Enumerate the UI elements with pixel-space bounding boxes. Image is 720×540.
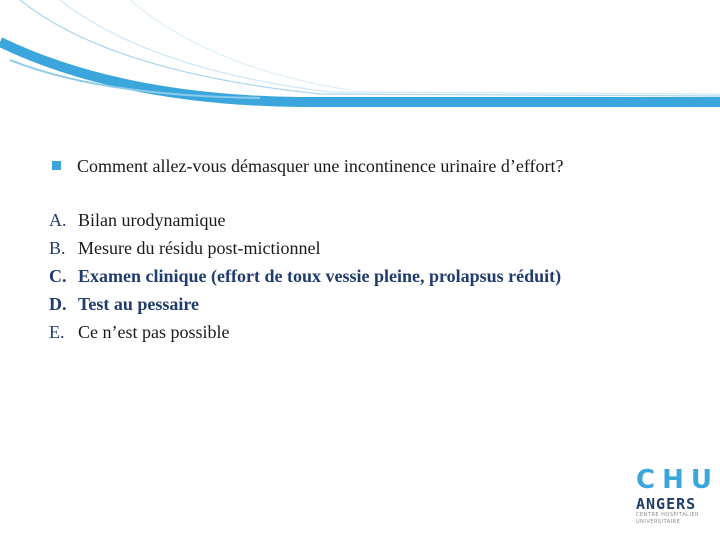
header-swoosh-decoration [0,0,720,120]
option-letter: D. [49,294,67,314]
option-b [49,234,561,262]
option-letter: A. [49,210,67,230]
option-letter: E. [49,322,65,342]
option-e [49,318,561,346]
square-bullet-icon [52,161,61,170]
chu-angers-logo [636,465,719,532]
option-c [49,262,561,290]
option-a [49,206,561,234]
answer-options [49,206,561,346]
logo-subtitle-1: CENTRE HOSPITALIER [636,512,700,518]
logo-title: CHU [636,465,719,495]
option-letter: C. [49,266,67,286]
option-d [49,290,561,318]
logo-city: ANGERS [636,495,697,513]
option-letter: B. [49,238,66,258]
option-text: Examen clinique (effort de toux vessie pleine, prolapsus réduit) [78,266,562,286]
question-text: Comment allez-vous démasquer une incontinence urinaire d’effort? [77,156,564,176]
option-text: Ce n’est pas possible [78,322,230,342]
logo-subtitle-2: UNIVERSITAIRE [636,519,681,525]
option-text: Mesure du résidu post-mictionnel [78,238,321,258]
option-text: Test au pessaire [78,294,200,314]
option-text: Bilan urodynamique [78,210,226,230]
question [52,153,563,179]
